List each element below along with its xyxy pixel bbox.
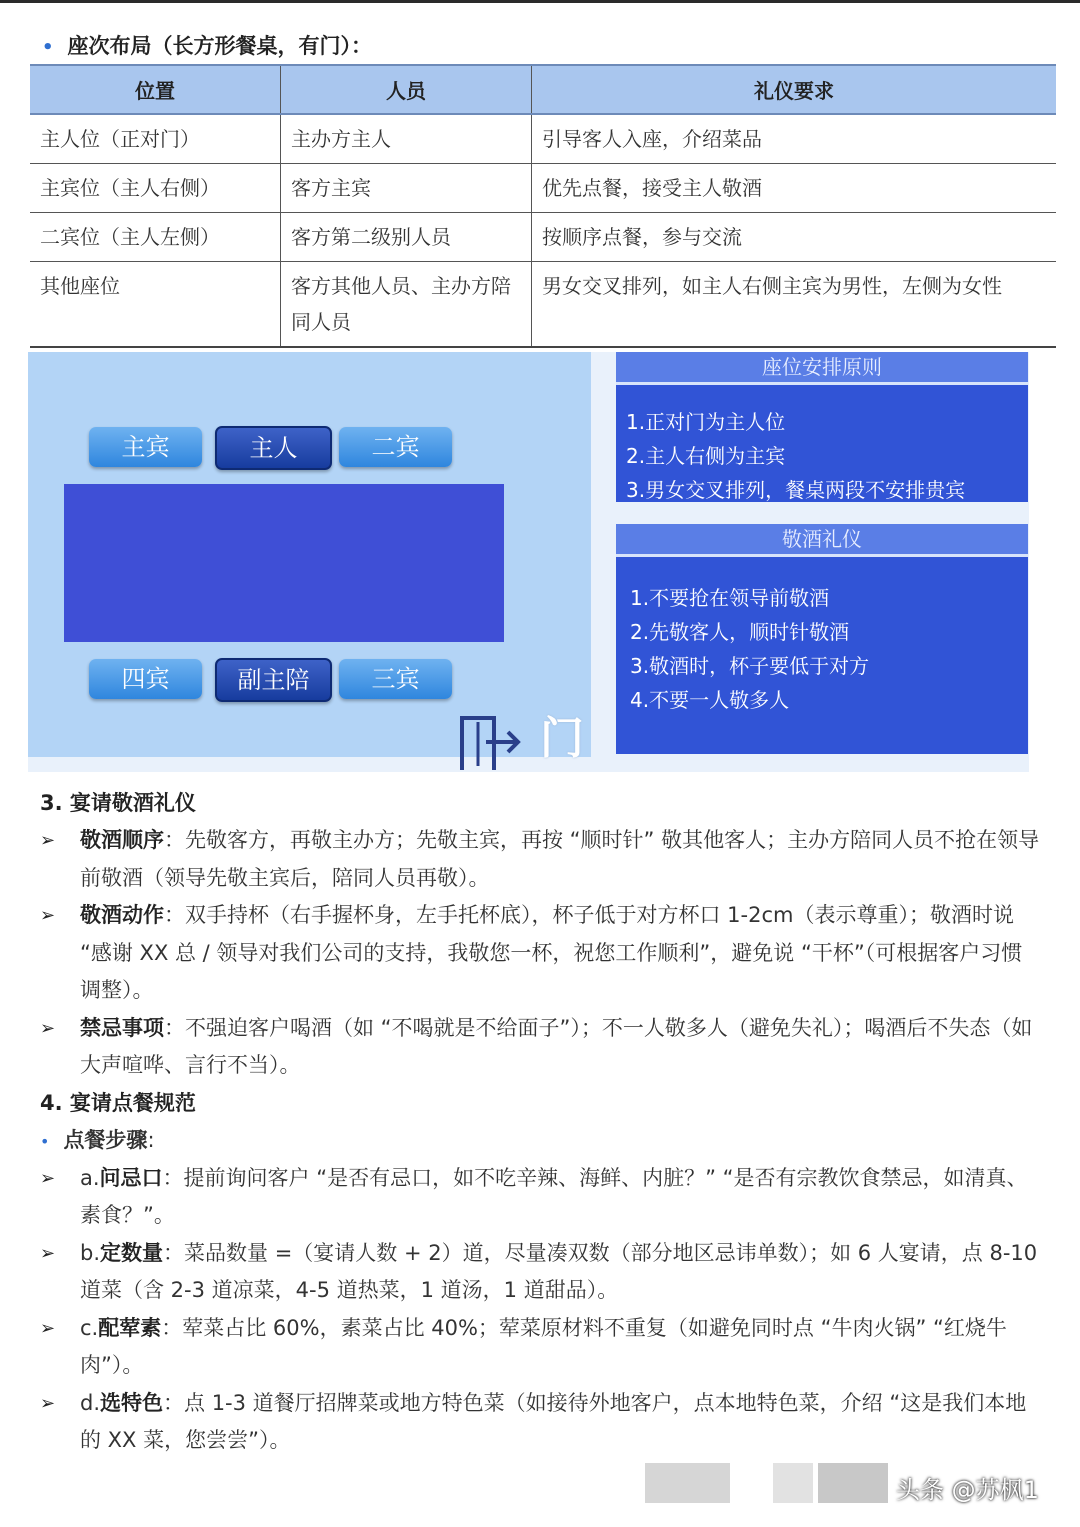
table-cell: 二宾位（主人左侧） (30, 213, 281, 262)
item-prefix: a. (80, 1165, 100, 1190)
item-text: ：点 1-3 道餐厅招牌菜或地方特色菜（如接待外地客户，点本地特色菜，介绍 “这是我们本地的 XX 菜，您尝尝”）。 (80, 1390, 1027, 1452)
seating-diagram (28, 352, 1029, 772)
list-item: 2.先敬客人，顺时针敬酒 (630, 620, 850, 644)
list-item (40, 1385, 1040, 1460)
table-cell: 引导客人入座，介绍菜品 (532, 114, 1057, 164)
list-item: 3.敬酒时，杯子要低于对方 (630, 654, 870, 678)
item-label: 定数量 (100, 1240, 164, 1265)
item-label: 敬酒动作 (80, 903, 164, 927)
header-etiquette: 礼仪要求 (532, 65, 1057, 114)
arrow-bullet-icon: ➢ (40, 905, 56, 926)
table-row (30, 164, 1056, 213)
seating-principles-panel (616, 352, 1028, 502)
table-cell: 优先点餐，接受主人敬酒 (532, 164, 1057, 213)
arrow-bullet-icon: ➢ (40, 1242, 56, 1264)
item-text: ：提前询问客户 “是否有忌口，如不吃辛辣、海鲜、内脏？” “是否有宗教饮食禁忌，如清真、素食？”。 (80, 1165, 1028, 1227)
sub-heading-text: 点餐步骤 (63, 1127, 148, 1152)
section-title: 4. 宴请点餐规范 (40, 1090, 196, 1115)
seating-heading-text: 座次布局（长方形餐桌，有门）： (67, 34, 373, 58)
arrow-bullet-icon: ➢ (40, 1017, 56, 1039)
item-text: ：荤菜占比 60%，素菜占比 40%；荤菜原材料不重复（如避免同时点 “牛肉火锅” “红烧牛肉”）。 (80, 1315, 1007, 1377)
item-text: ：菜品数量 =（宴请人数 + 2）道，尽量凑双数（部分地区忌讳单数）；如 6 人宴请，点 8-10 道菜（含 2-3 道凉菜，4-5 道热菜，1 道汤，1 道甜品）。 (80, 1240, 1038, 1302)
seating-heading (42, 30, 372, 60)
item-label: 选特色 (100, 1390, 164, 1415)
item-prefix: d. (80, 1390, 101, 1415)
arrow-bullet-icon: ➢ (40, 1392, 56, 1414)
header-position: 位置 (30, 65, 281, 114)
table-cell: 主人位（正对门） (30, 114, 281, 164)
list-item (40, 1310, 1040, 1385)
table-cell: 客方其他人员、主办方陪同人员 (281, 262, 532, 348)
seat-second-guest: 二宾 (339, 427, 452, 467)
seat-deputy-host: 副主陪 (215, 658, 332, 702)
table-cell: 主宾位（主人右侧） (30, 164, 281, 213)
blurred-area (773, 1463, 813, 1503)
door-label: 门 (540, 713, 584, 764)
arrow-bullet-icon: ➢ (40, 1317, 56, 1339)
arrow-bullet-icon: ➢ (40, 1167, 56, 1189)
item-text: ：先敬客方，再敬主办方；先敬主宾，再按 “顺时针” 敬其他客人；主办方陪同人员不抢在领导前敬酒（领导先敬主宾后，陪同人员再敬）。 (80, 828, 1040, 890)
panel-title: 座位安排原则 (616, 352, 1028, 385)
item-label: 敬酒顺序 (80, 828, 164, 852)
table-cell: 客方主宾 (281, 164, 532, 213)
table-header-row (30, 65, 1056, 114)
list-item: 4.不要一人敬多人 (630, 688, 790, 712)
blurred-area (645, 1463, 730, 1503)
item-text: ：双手持杯（右手握杯身，左手托杯底），杯子低于对方杯口 1-2cm（表示尊重）；敬酒时说 “感谢 XX 总 / 领导对我们公司的支持，我敬您一杯，祝您工作顺利”，避免说 “干杯”（可根据客户习惯调整）。 (80, 903, 1023, 1002)
seat-main-guest: 主宾 (89, 427, 202, 467)
table-row (30, 262, 1056, 348)
diagram-floor (28, 352, 591, 764)
list-item (40, 1010, 1040, 1085)
seat-fourth-guest: 四宾 (89, 659, 202, 699)
list-item: 1.正对门为主人位 (626, 410, 786, 434)
door-exit-icon (456, 710, 526, 776)
table-row (30, 213, 1056, 262)
table-cell: 主办方主人 (281, 114, 532, 164)
dining-table (64, 484, 504, 642)
section-title: 3. 宴请敬酒礼仪 (40, 791, 196, 815)
seat-host: 主人 (215, 426, 332, 470)
list-item (40, 1160, 1040, 1235)
item-label: 配荤素 (98, 1315, 162, 1340)
top-rule (0, 0, 1080, 3)
list-item: 3.男女交叉排列，餐桌两段不安排贵宾 (626, 478, 966, 502)
item-label: 问忌口 (99, 1165, 163, 1190)
list-item (40, 1235, 1040, 1310)
list-item: 2.主人右侧为主宾 (626, 444, 786, 468)
panel-title: 敬酒礼仪 (616, 524, 1028, 557)
sub-heading-colon: : (147, 1127, 155, 1152)
table-cell: 按顺序点餐，参与交流 (532, 213, 1057, 262)
list-item (40, 897, 1040, 1010)
watermark: 头条 @苏枫1 (896, 1476, 1039, 1504)
item-prefix: c. (80, 1315, 99, 1340)
table-cell: 客方第二级别人员 (281, 213, 532, 262)
table-cell: 男女交叉排列，如主人右侧主宾为男性，左侧为女性 (532, 262, 1057, 348)
toast-etiquette-panel (616, 524, 1028, 754)
item-prefix: b. (80, 1240, 101, 1265)
item-text: ：不强迫客户喝酒（如 “不喝就是不给面子”）；不一人敬多人（避免失礼）；喝酒后不失态（如大声喧哗、言行不当）。 (80, 1015, 1033, 1077)
seat-third-guest: 三宾 (339, 659, 452, 699)
blurred-area (818, 1463, 888, 1503)
header-personnel: 人员 (281, 65, 532, 114)
list-item: 1.不要抢在领导前敬酒 (630, 586, 830, 610)
sub-heading (40, 1122, 1040, 1160)
bullet-dot: • (42, 37, 54, 58)
item-label: 禁忌事项 (80, 1015, 164, 1040)
arrow-bullet-icon: ➢ (40, 830, 56, 851)
section-toast (40, 785, 1040, 1460)
bullet-dot: • (40, 1131, 50, 1151)
table-row (30, 114, 1056, 164)
seating-table (30, 64, 1056, 348)
table-cell: 其他座位 (30, 262, 281, 348)
list-item (40, 822, 1040, 897)
